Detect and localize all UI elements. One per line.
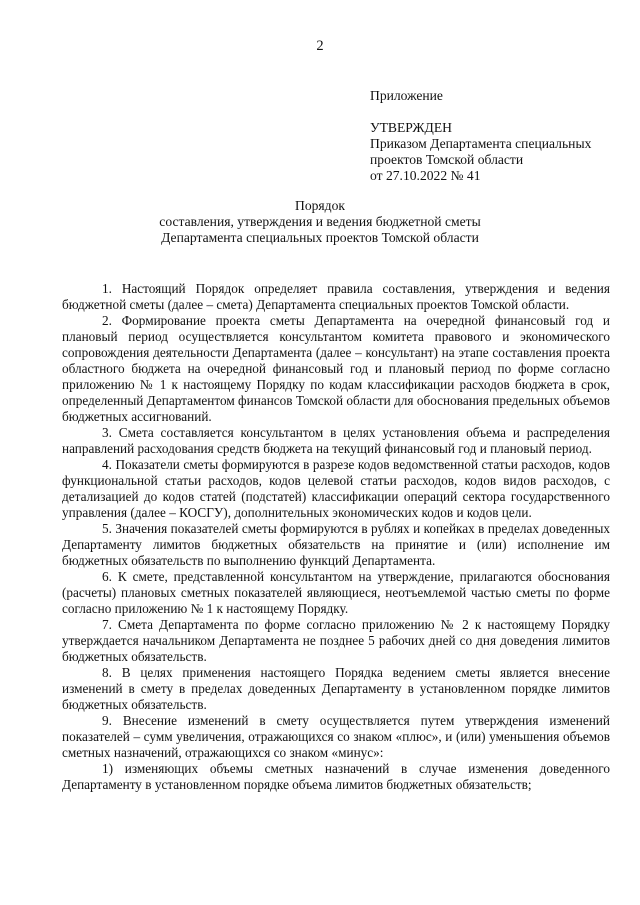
paragraph: 8. В целях применения настоящего Порядка ведением сметы является внесение изменений в смету в пределах доведенных Департаменту в установленном порядке лимитов бюджетных обязательств. xyxy=(62,665,610,712)
title-line: Порядок xyxy=(295,198,345,213)
order-line: Приказом Департамента специальных xyxy=(370,136,592,151)
order-date: от 27.10.2022 № 41 xyxy=(370,168,481,183)
order-line: проектов Томской области xyxy=(370,152,524,167)
paragraph: 6. К смете, представленной консультантом на утверждение, прилагаются обоснования (расчеты) плановых сметных показателей являющиеся, неотъемлемой частью сметы по форме согласно приложению № 1 к настоящему Порядку. xyxy=(62,569,610,616)
title-line: Департамента специальных проектов Томской области xyxy=(161,230,479,245)
page-number: 2 xyxy=(316,38,324,54)
paragraph: 7. Смета Департамента по форме согласно приложению № 2 к настоящему Порядку утверждается начальником Департамента не позднее 5 рабочих дней со дня доведения лимитов бюджетных обязательств. xyxy=(62,617,610,664)
approved-label: УТВЕРЖДЕН xyxy=(370,120,452,135)
paragraph: 4. Показатели сметы формируются в разрезе кодов ведомственной статьи расходов, кодов функциональной статьи расходов, кодов целевой статьи расходов, кодов видов расходов, с детализацией до кодов статей (подстатей) классификации операций сектора государственного управления (далее – КОСГУ), дополнительных экономических кодов и кодов цели. xyxy=(62,457,610,520)
paragraph: 9. Внесение изменений в смету осуществляется путем утверждения изменений показателей – сумм увеличения, отражающихся со знаком «плюс», и (или) уменьшения объемов сметных назначений, отражающихся со знаком «минус»: xyxy=(62,713,610,760)
paragraph: 2. Формирование проекта сметы Департамента на очередной финансовый год и плановый период осуществляется консультантом комитета правового и экономического сопровождения деятельности Департамента (далее – консультант) на этапе составления проекта областного бюджета на очередной финансовый год и плановый период по форме согласно приложению № 1 к настоящему Порядку по кодам классификации расходов бюджета в срок, определенный Департаментом финансов Томской области для обоснования предельных объемов бюджетных ассигнований. xyxy=(62,313,610,424)
paragraph: 5. Значения показателей сметы формируются в рублях и копейках в пределах доведенных Департаменту лимитов бюджетных обязательств на принятие и (или) исполнение им бюджетных обязательств по выполнению функций Департамента. xyxy=(62,521,610,568)
document-body xyxy=(62,281,610,793)
appendix-label: Приложение xyxy=(370,88,443,103)
approval-block xyxy=(370,88,591,184)
document-title xyxy=(0,198,640,246)
title-line: составления, утверждения и ведения бюджетной сметы xyxy=(159,214,481,229)
paragraph: 3. Смета составляется консультантом в целях установления объема и распределения направлений расходования средств бюджета на текущий финансовый год и плановый период. xyxy=(62,425,610,456)
paragraph: 1. Настоящий Порядок определяет правила составления, утверждения и ведения бюджетной сметы (далее – смета) Департамента специальных проектов Томской области. xyxy=(62,281,610,312)
paragraph: 1) изменяющих объемы сметных назначений в случае изменения доведенного Департаменту в установленном порядке объема лимитов бюджетных обязательств; xyxy=(62,761,610,792)
